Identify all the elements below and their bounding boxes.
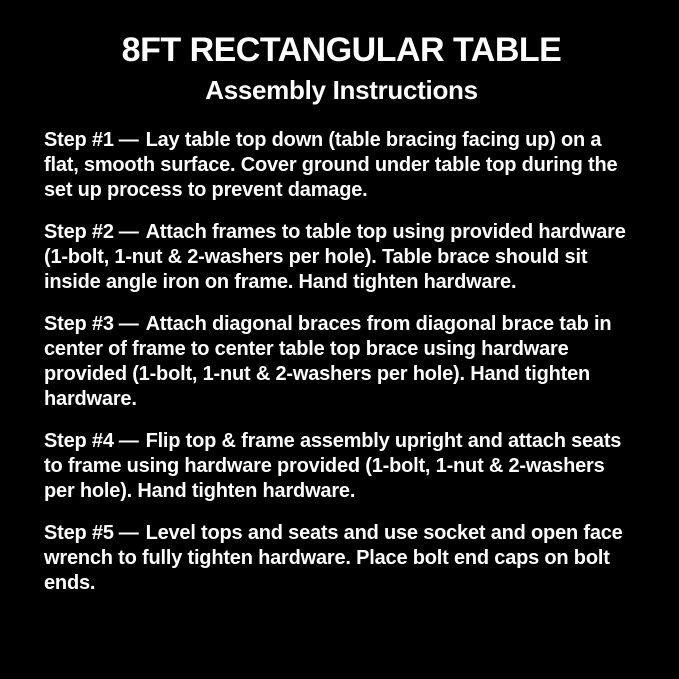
step-label: Step #4 — [44, 430, 114, 452]
step-separator: — — [118, 522, 139, 544]
step-paragraph-2 — [44, 220, 639, 295]
step-paragraph-3 — [44, 312, 639, 412]
step-paragraph-4 — [44, 429, 639, 504]
step-label: Step #1 — [44, 129, 114, 151]
step-text: Flip top & frame assembly upright and attach seats to frame using hardware provided (1-bolt, 1-nut & 2-washers per hole). Hand tighten hardware. — [44, 430, 622, 502]
step-paragraph-1 — [44, 128, 639, 203]
page-subtitle: Assembly Instructions — [205, 75, 478, 105]
step-label: Step #5 — [44, 522, 114, 544]
poster-header — [44, 30, 639, 106]
step-text: Lay table top down (table bracing facing up) on a flat, smooth surface. Cover ground under table top during the set up process to prevent damage. — [44, 129, 618, 201]
step-separator: — — [118, 129, 139, 151]
step-paragraph-5 — [44, 521, 639, 596]
step-label: Step #2 — [44, 221, 114, 243]
steps-list — [44, 128, 639, 596]
step-separator: — — [118, 430, 139, 452]
step-text: Level tops and seats and use socket and open face wrench to fully tighten hardware. Place bolt end caps on bolt ends. — [44, 522, 623, 594]
step-separator: — — [118, 313, 139, 335]
page-title: 8FT RECTANGULAR TABLE — [121, 31, 562, 69]
step-text: Attach frames to table top using provided hardware (1-bolt, 1-nut & 2-washers per hole). Table brace should sit inside angle iron on frame. Hand tighten hardware. — [44, 221, 626, 293]
step-text: Attach diagonal braces from diagonal brace tab in center of frame to center table top brace using hardware provided (1-bolt, 1-nut & 2-washers per hole). Hand tighten hardware. — [44, 313, 612, 410]
step-label: Step #3 — [44, 313, 114, 335]
step-separator: — — [118, 221, 139, 243]
